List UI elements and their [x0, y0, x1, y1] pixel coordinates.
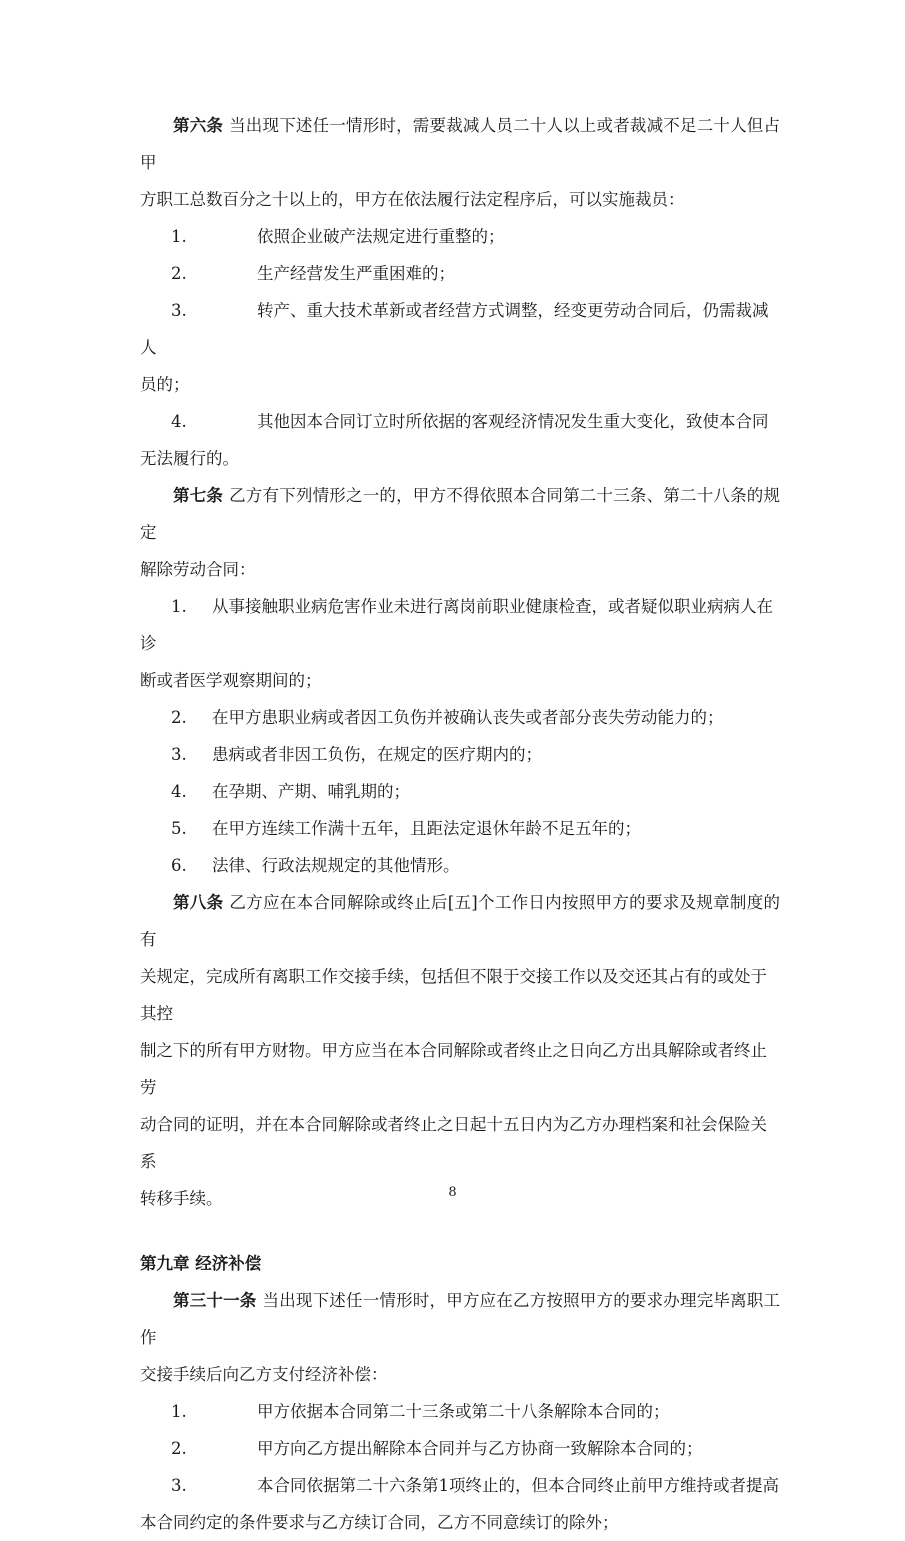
- article-6-item-2: [140, 255, 780, 292]
- article-8-line5: 转移手续。: [140, 1189, 223, 1208]
- article-7-item-6: [140, 847, 780, 884]
- item-number: 1.: [171, 227, 187, 246]
- article-7-line1: 乙方有下列情形之一的，甲方不得依照本合同第二十三条、第二十八条的规定: [140, 486, 781, 542]
- item-number: 3.: [171, 301, 187, 320]
- article-7-item-1: [140, 588, 780, 662]
- item-number: 3.: [171, 745, 187, 764]
- article-31-item-1: [140, 1393, 780, 1430]
- item-number: 1.: [171, 1402, 187, 1421]
- item-number: 5.: [171, 819, 187, 838]
- item-text: 从事接触职业病危害作业未进行离岗前职业健康检查，或者疑似职业病病人在诊: [140, 597, 773, 653]
- article-8-line3: 制之下的所有甲方财物。甲方应当在本合同解除或者终止之日向乙方出具解除或者终止劳: [140, 1041, 767, 1097]
- article-7-item-2: [140, 699, 780, 736]
- item-text: 生产经营发生严重困难的；: [257, 264, 455, 283]
- page-number: 8: [448, 1185, 457, 1200]
- item-text: 本合同依据第二十六条第1项终止的，但本合同终止前甲方维持或者提高: [257, 1476, 779, 1495]
- article-8-line1: 乙方应在本合同解除或终止后[五]个工作日内按照甲方的要求及规章制度的有: [140, 893, 781, 949]
- item-text: 甲方依据本合同第二十三条或第二十八条解除本合同的；: [257, 1402, 670, 1421]
- article-31-intro: [140, 1282, 780, 1356]
- article-8-intro: [140, 884, 780, 958]
- article-31-title: 第三十一条: [173, 1291, 257, 1310]
- article-6-line2: 方职工总数百分之十以上的，甲方在依法履行法定程序后，可以实施裁员：: [140, 190, 685, 209]
- chapter-9-heading: 第九章 经济补偿: [140, 1254, 262, 1273]
- item-text: 其他因本合同订立时所依据的客观经济情况发生重大变化，致使本合同: [257, 412, 769, 431]
- article-6-item-4-cont: 无法履行的。: [140, 449, 239, 468]
- article-7-item-3: [140, 736, 780, 773]
- article-7-item-4: [140, 773, 780, 810]
- item-number: 2.: [171, 1439, 187, 1458]
- article-6-line1: 当出现下述任一情形时，需要裁减人员二十人以上或者裁减不足二十人但占甲: [140, 116, 781, 172]
- article-7-item-1-cont: 断或者医学观察期间的；: [140, 671, 322, 690]
- item-text: 转产、重大技术革新或者经营方式调整，经变更劳动合同后，仍需裁减人: [140, 301, 769, 357]
- article-6-item-3-cont: 员的；: [140, 375, 190, 394]
- document-body: [140, 107, 780, 1541]
- article-31-item-3-cont: 本合同约定的条件要求与乙方续订合同，乙方不同意续订的除外；: [140, 1513, 619, 1532]
- article-6-item-1: [140, 218, 780, 255]
- item-number: 3.: [171, 1476, 187, 1495]
- article-6-title: 第六条: [173, 116, 224, 135]
- item-text: 甲方向乙方提出解除本合同并与乙方协商一致解除本合同的；: [257, 1439, 703, 1458]
- item-text: 在甲方连续工作满十五年，且距法定退休年龄不足五年的；: [212, 819, 641, 838]
- item-number: 2.: [171, 264, 187, 283]
- item-text: 在甲方患职业病或者因工负伤并被确认丧失或者部分丧失劳动能力的；: [212, 708, 724, 727]
- item-text: 患病或者非因工负伤，在规定的医疗期内的；: [212, 745, 542, 764]
- article-31-item-2: [140, 1430, 780, 1467]
- article-8-title: 第八条: [173, 893, 224, 912]
- article-6-item-4: [140, 403, 780, 440]
- article-8-line4: 动合同的证明，并在本合同解除或者终止之日起十五日内为乙方办理档案和社会保险关系: [140, 1115, 767, 1171]
- item-number: 4.: [171, 782, 187, 801]
- article-31-line2: 交接手续后向乙方支付经济补偿：: [140, 1365, 388, 1384]
- item-text: 法律、行政法规规定的其他情形。: [212, 856, 460, 875]
- article-31-item-3: [140, 1467, 780, 1504]
- article-6-intro: [140, 107, 780, 181]
- article-7-intro: [140, 477, 780, 551]
- item-number: 6.: [171, 856, 187, 875]
- article-7-line2: 解除劳动合同：: [140, 560, 256, 579]
- article-7-item-5: [140, 810, 780, 847]
- item-number: 2.: [171, 708, 187, 727]
- article-8-line2: 关规定，完成所有离职工作交接手续，包括但不限于交接工作以及交还其占有的或处于其控: [140, 967, 767, 1023]
- item-text: 依照企业破产法规定进行重整的；: [257, 227, 505, 246]
- article-6-item-3: [140, 292, 780, 366]
- item-number: 1.: [171, 597, 187, 616]
- item-number: 4.: [171, 412, 187, 431]
- article-31-line1: 当出现下述任一情形时，甲方应在乙方按照甲方的要求办理完毕离职工作: [140, 1291, 780, 1347]
- item-text: 在孕期、产期、哺乳期的；: [212, 782, 410, 801]
- article-7-title: 第七条: [173, 486, 224, 505]
